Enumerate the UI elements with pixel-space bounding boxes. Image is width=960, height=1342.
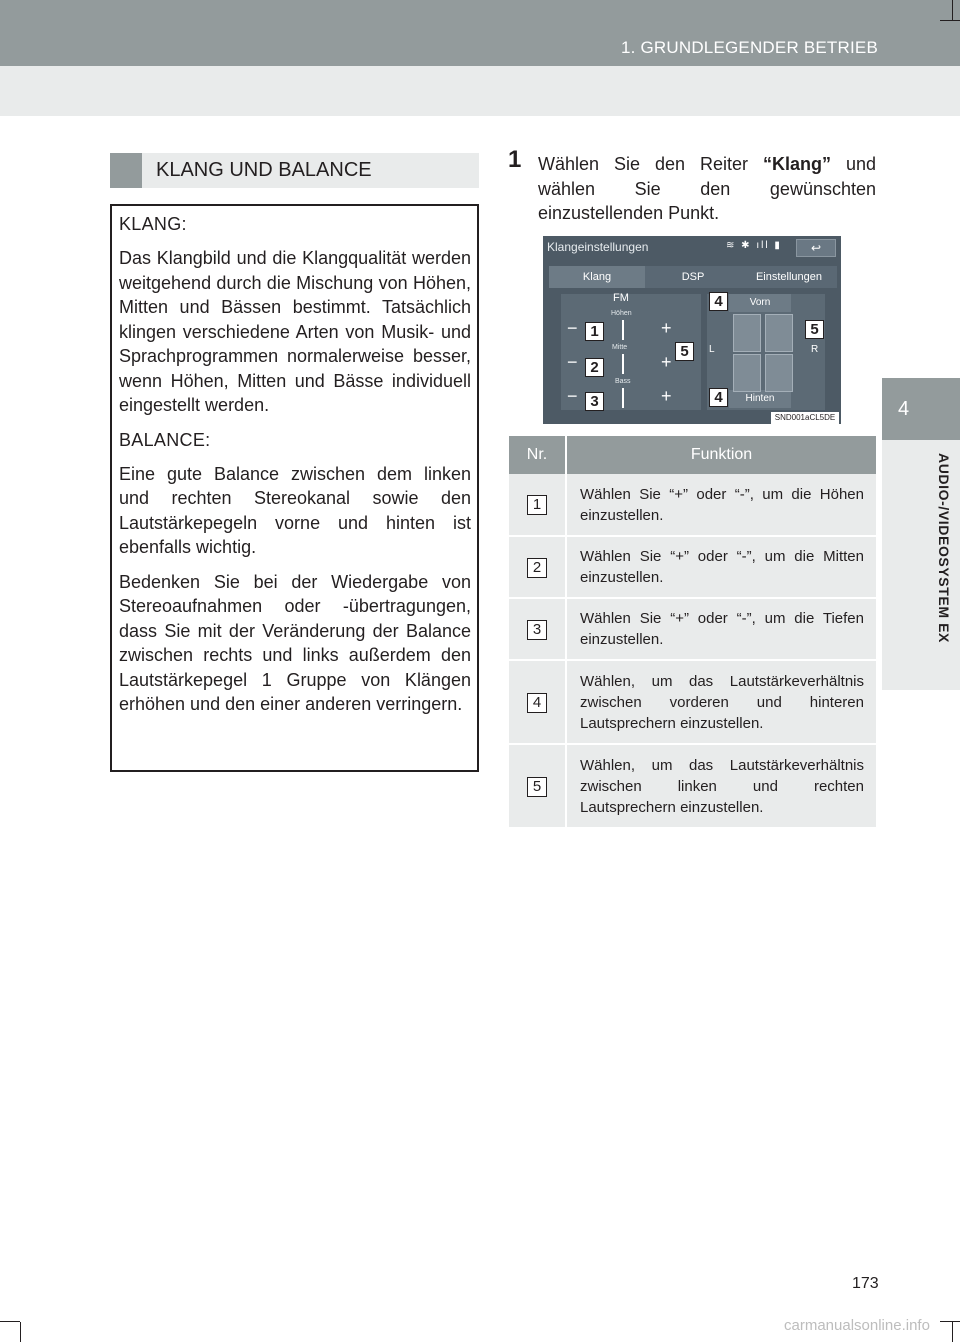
- chapter-number: 4: [898, 398, 910, 420]
- crop-mark: [952, 1322, 953, 1342]
- row-number-box: 1: [527, 495, 547, 515]
- crop-mark: [940, 1321, 960, 1322]
- crop-mark: [952, 0, 953, 20]
- hoehen-label: Höhen: [611, 310, 632, 317]
- front-button[interactable]: Vorn: [729, 294, 791, 312]
- step-number: 1: [508, 146, 522, 173]
- bass-label: Bass: [615, 378, 631, 385]
- balance-label: BALANCE:: [119, 429, 211, 450]
- table-cell-funktion: Wählen Sie “+” oder “-”, um die Tiefen einzustellen.: [566, 598, 876, 660]
- bass-level-bar: [622, 388, 624, 408]
- row-number-box: 2: [527, 558, 547, 578]
- step-text-bold: “Klang”: [762, 154, 831, 174]
- table-header-row: [509, 436, 876, 474]
- seat-icon: [765, 314, 793, 352]
- section-header: [110, 153, 479, 188]
- section-header-block: [110, 153, 142, 188]
- page-number: 173: [852, 1275, 879, 1292]
- source-label: FM: [613, 292, 629, 304]
- klang-text: Das Klangbild und die Klangqualität werden weitgehend durch die Mischung von Höhen, Mitten und Bässen bestimmt. Tatsächlich klingen verschiedene Arten von Musik- und Sprachprogrammen normalerweise besser, wenn Höhen, Mitten und Bässe individuell eingestellt werden.: [119, 248, 471, 415]
- seat-icon: [733, 314, 761, 352]
- table-header-nr: Nr.: [509, 436, 566, 474]
- tab-dsp[interactable]: DSP: [645, 266, 741, 288]
- treble-plus-button[interactable]: +: [661, 318, 672, 338]
- table-row: [509, 598, 876, 660]
- table-cell-funktion: Wählen Sie “+” oder “-”, um die Mitten einzustellen.: [566, 536, 876, 598]
- step-text-pre: Wählen Sie den Reiter: [538, 154, 763, 174]
- callout-2: 2: [585, 358, 604, 377]
- klang-label: KLANG:: [119, 214, 187, 234]
- page-header-title: 1. GRUNDLEGENDER BETRIEB: [620, 38, 878, 57]
- table-cell-funktion: Wählen Sie “+” oder “-”, um die Höhen einzustellen.: [566, 474, 876, 536]
- section-title: KLANG UND BALANCE: [156, 159, 372, 181]
- chapter-tab: [882, 378, 960, 440]
- mid-level-bar: [622, 354, 624, 374]
- treble-minus-button[interactable]: −: [567, 318, 578, 338]
- table-row: [509, 536, 876, 598]
- callout-3: 3: [585, 392, 604, 411]
- image-code: SND001aCL5DE: [771, 412, 839, 424]
- row-number-box: 5: [527, 777, 547, 797]
- table-cell-nr: [509, 598, 566, 660]
- crop-mark: [20, 1322, 21, 1342]
- header-subband: [0, 66, 960, 116]
- info-box: [110, 204, 479, 772]
- status-icons: ≋ ✱ ıll ▮: [726, 240, 782, 251]
- callout-1: 1: [585, 322, 604, 341]
- back-button[interactable]: ↩: [796, 239, 836, 257]
- watermark: carmanualsonline.info: [784, 1317, 930, 1334]
- tab-klang[interactable]: Klang: [549, 266, 645, 288]
- callout-5-right: 5: [805, 320, 824, 339]
- function-table: [509, 436, 876, 829]
- table-cell-funktion: Wählen, um das Lautstärkeverhältnis zwischen vorderen und hinteren Lautsprechern einzustellen.: [566, 660, 876, 744]
- crop-mark: [0, 1321, 20, 1322]
- row-number-box: 4: [527, 693, 547, 713]
- table-row: [509, 474, 876, 536]
- table-header-funktion: Funktion: [566, 436, 876, 474]
- row-number-box: 3: [527, 620, 547, 640]
- bass-minus-button[interactable]: −: [567, 386, 578, 406]
- table-cell-nr: [509, 474, 566, 536]
- table-row: [509, 744, 876, 828]
- balance-text-2: Bedenken Sie bei der Wiedergabe von Stereoaufnahmen oder -übertragungen, dass Sie mit der Veränderung der Balance zwischen rechts und links außerdem den Lautstärkepegel 1 Gruppe von Klängen erhöhen und den einer anderen verringern.: [119, 571, 471, 714]
- step-text: [538, 152, 876, 226]
- treble-level-bar: [622, 320, 624, 340]
- table-row: [509, 660, 876, 744]
- seat-icon: [765, 354, 793, 392]
- table-cell-nr: [509, 660, 566, 744]
- table-cell-nr: [509, 536, 566, 598]
- right-button[interactable]: R: [811, 344, 819, 355]
- mid-plus-button[interactable]: +: [661, 352, 672, 372]
- chapter-label: AUDIO-/VIDEOSYSTEM EX: [936, 453, 952, 643]
- callout-4-rear: 4: [709, 388, 728, 407]
- crop-mark: [940, 20, 960, 21]
- table-cell-funktion: Wählen, um das Lautstärkeverhältnis zwischen linken und rechten Lautsprechern einzustellen.: [566, 744, 876, 828]
- balance-text-1: Eine gute Balance zwischen dem linken und rechten Stereokanal sowie den Lautstärkepegeln vorne und hinten ist ebenfalls wichtig.: [119, 463, 471, 557]
- seat-icon: [733, 354, 761, 392]
- callout-4-front: 4: [709, 292, 728, 311]
- tab-einstellungen[interactable]: Einstellungen: [741, 266, 837, 288]
- callout-5-left: 5: [675, 342, 694, 361]
- sound-settings-screen: [543, 236, 841, 424]
- left-button[interactable]: L: [709, 344, 715, 355]
- rear-button[interactable]: Hinten: [729, 390, 791, 408]
- screen-title: Klangeinstellungen: [547, 240, 649, 254]
- step-text-post: und wählen Sie den gewünschten einzustellenden Punkt.: [538, 154, 876, 223]
- mitte-label: Mitte: [612, 344, 628, 351]
- bass-plus-button[interactable]: +: [661, 386, 672, 406]
- mid-minus-button[interactable]: −: [567, 352, 578, 372]
- table-cell-nr: [509, 744, 566, 828]
